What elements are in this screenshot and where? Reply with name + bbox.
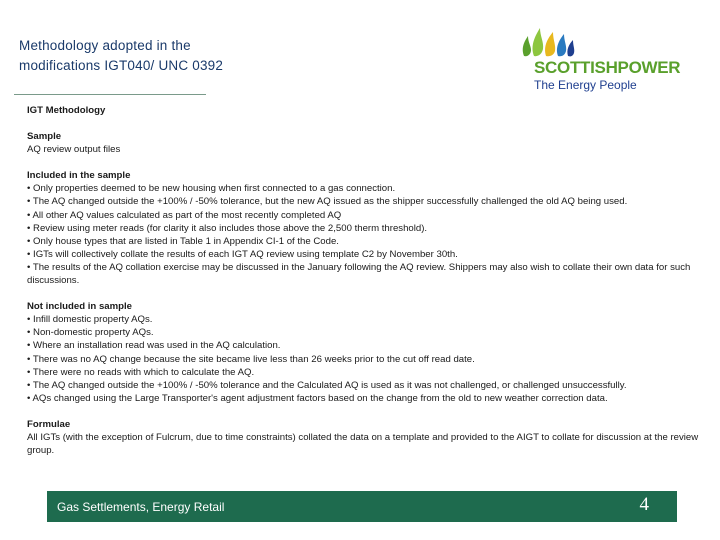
- scottishpower-logo: [518, 20, 688, 95]
- section-heading-not-included: Not included in sample: [27, 301, 133, 313]
- page-number: 4: [639, 494, 649, 515]
- excluded-item: • Where an installation read was used in the AQ calculation.: [27, 340, 281, 352]
- excluded-item: • AQs changed using the Large Transporter's agent adjustment factors based on the change from the old to new weather correction data.: [27, 392, 608, 404]
- excluded-item: • There was no AQ change because the site became live less than 26 weeks prior to the cut off read date.: [27, 353, 475, 365]
- included-item: • All other AQ values calculated as part of the most recently completed AQ: [27, 209, 342, 221]
- footer-text: Gas Settlements, Energy Retail: [57, 500, 225, 514]
- section-heading-formulae: Formulae: [27, 418, 71, 430]
- logo-tagline: The Energy People: [534, 78, 637, 92]
- section-heading-included: Included in the sample: [27, 170, 131, 182]
- slide-body: [27, 104, 702, 457]
- included-item: • The results of the AQ collation exercise may be discussed in the January following the AQ review. Shippers may also wish to collate their own data for such discussions.: [27, 261, 691, 287]
- formulae-text: All IGTs (with the exception of Fulcrum, due to time constraints) collated the data on a template and provided to the AIGT to collate for discussion at the review group.: [27, 431, 699, 457]
- title-underline: [14, 94, 206, 95]
- excluded-item: • The AQ changed outside the +100% / -50% tolerance and the Calculated AQ is used as it was not challenged, or challenged unsuccessfully.: [27, 379, 627, 391]
- section-heading-methodology: IGT Methodology: [27, 105, 106, 116]
- slide-title-line-2: modifications IGT040/ UNC 0392: [19, 58, 224, 73]
- footer-bar: [47, 491, 677, 522]
- included-item: • Only house types that are listed in Table 1 in Appendix CI-1 of the Code.: [27, 235, 339, 247]
- flame-icon: [518, 20, 578, 60]
- slide-title-line-1: Methodology adopted in the: [19, 38, 191, 53]
- sample-text: AQ review output files: [27, 144, 121, 156]
- excluded-item: • Non-domestic property AQs.: [27, 327, 154, 339]
- included-item: • Review using meter reads (for clarity it also includes those above the 2,500 therm threshold).: [27, 222, 428, 234]
- excluded-item: • Infill domestic property AQs.: [27, 314, 153, 326]
- slide-title: [19, 36, 319, 76]
- included-item: • IGTs will collectively collate the results of each IGT AQ review using template C2 by November 30th.: [27, 248, 458, 260]
- excluded-item: • There were no reads with which to calculate the AQ.: [27, 366, 255, 378]
- included-item: • Only properties deemed to be new housing when first connected to a gas connection.: [27, 183, 396, 195]
- logo-wordmark: SCOTTISHPOWER: [534, 58, 681, 77]
- included-item: • The AQ changed outside the +100% / -50% tolerance, but the new AQ issued as the shipper successfully challenged the old AQ being used.: [27, 196, 628, 208]
- section-heading-sample: Sample: [27, 131, 62, 143]
